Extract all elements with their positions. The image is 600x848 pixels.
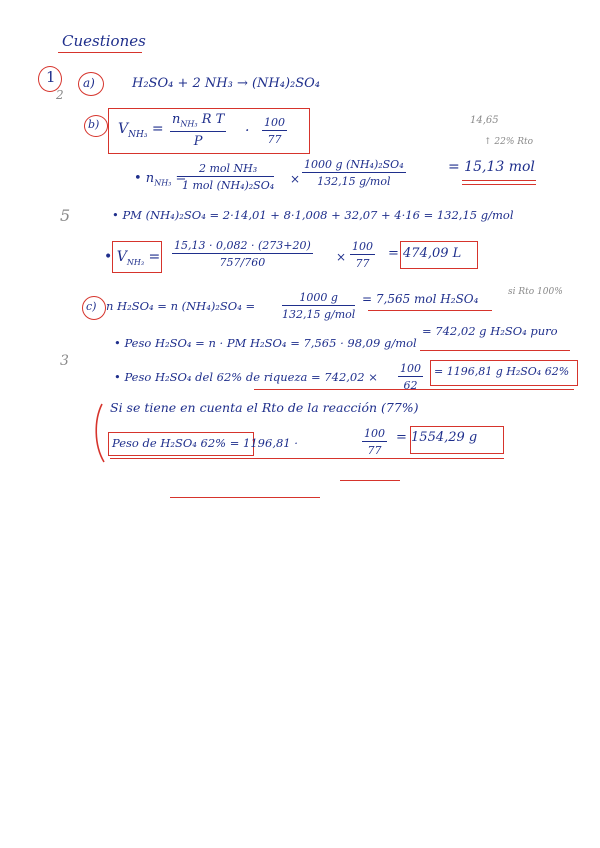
moles-h2so4-lhs: n H₂SO₄ = n (NH₄)₂SO₄ = xyxy=(106,299,256,313)
mass-62-fraction: 100 62 xyxy=(400,362,421,392)
final-fraction: 100 77 xyxy=(364,427,385,457)
side-value: 14,65 xyxy=(470,115,499,126)
volume-result: = 474,09 L xyxy=(388,246,462,261)
formula-fraction: $n_{NH_3}$ R T P xyxy=(172,112,225,149)
formula-dot: · xyxy=(245,123,250,139)
part-a-label: a) xyxy=(83,76,95,90)
volume-times: × xyxy=(336,250,347,264)
part-c-label: c) xyxy=(86,300,97,313)
formula-lhs: $V_{NH_3}$ = xyxy=(118,121,164,140)
moles-nh3-result: = 15,13 mol xyxy=(448,159,535,175)
yield-note: Si se tiene en cuenta el Rto de la reacción (77%) xyxy=(110,400,419,415)
mass-pure-result: = 742,02 g H₂SO₄ puro xyxy=(422,324,558,338)
moles-mass-fraction: 1000 g (NH₄)₂SO₄ 132,15 g/mol xyxy=(304,158,404,188)
margin-score-1: 2 xyxy=(56,88,64,102)
molar-mass-line: • PM (NH₄)₂SO₄ = 2·14,01 + 8·1,008 + 32,07 + 4·16 = 132,15 g/mol xyxy=(112,208,514,222)
moles-h2so4-note: si Rto 100% xyxy=(508,287,563,297)
reaction-equation: H₂SO₄ + 2 NH₃ → (NH₄)₂SO₄ xyxy=(132,76,321,91)
moles-h2so4-result: = 7,565 mol H₂SO₄ xyxy=(362,292,479,306)
final-lhs: Peso de H₂SO₄ 62% = 1196,81 · xyxy=(112,436,298,450)
formula-yield-fraction: 100 77 xyxy=(264,116,285,146)
volume-yield-fraction: 100 77 xyxy=(352,240,373,270)
question-number: 1 xyxy=(46,68,56,86)
moles-h2so4-fraction: 1000 g 132,15 g/mol xyxy=(282,291,356,321)
mass-62-line: • Peso H₂SO₄ del 62% de riqueza = 742,02 × xyxy=(114,370,378,384)
margin-score-2: 5 xyxy=(60,206,71,225)
volume-fraction: 15,13 · 0,082 · (273+20) 757/760 xyxy=(174,239,311,269)
side-note: ↑ 22% Rto xyxy=(484,137,534,147)
moles-stoich-fraction: 2 mol NH₃ 1 mol (NH₄)₂SO₄ xyxy=(182,162,275,192)
moles-times: × xyxy=(290,172,301,186)
page-title: Cuestiones xyxy=(62,32,146,50)
mass-62-result: = 1196,81 g H₂SO₄ 62% xyxy=(434,365,570,378)
mass-pure-line: • Peso H₂SO₄ = n · PM H₂SO₄ = 7,565 · 98,09 g/mol xyxy=(114,336,417,350)
moles-nh3-lhs: • $n_{NH_3}$ = xyxy=(134,171,187,188)
volume-lhs: • $V_{NH_3}$ = xyxy=(104,249,161,267)
part-b-label: b) xyxy=(88,118,100,131)
final-result: = 1554,29 g xyxy=(396,430,478,445)
margin-score-3: 3 xyxy=(60,353,69,369)
